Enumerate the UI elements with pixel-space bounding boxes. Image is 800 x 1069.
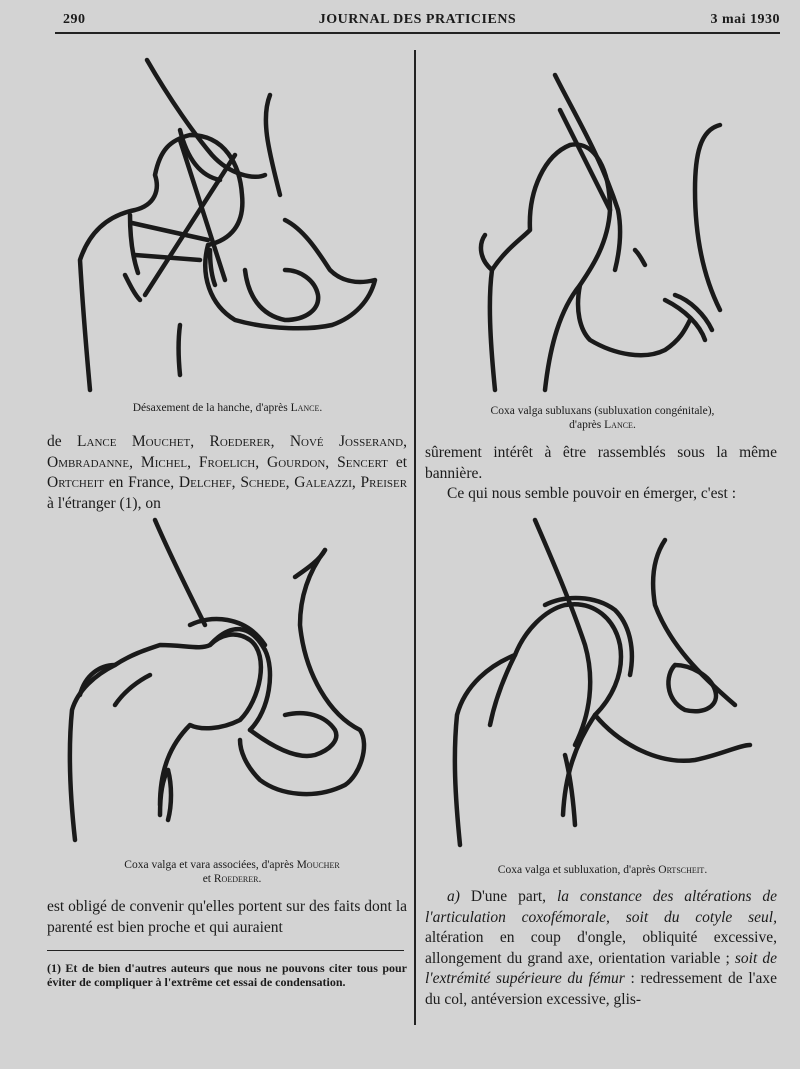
body-paragraph-constance: a) D'une part, la constance des altérations de l'articulation coxofémorale, soit du cotyle seul, altération en coup d'ongle, obliquité excessive, allongement du grand axe, orientation variable ; soit de l'extrémité supérieure du fémur : redressement de l'axe du col, antéversion excessive, glis-	[425, 888, 778, 1008]
footnote-rule	[47, 950, 404, 951]
body-paragraph-right-top	[425, 443, 777, 505]
figure-coxa-valga-vara	[60, 515, 390, 855]
header-rule	[55, 32, 780, 34]
page-header	[55, 12, 780, 34]
footnote: (1) Et de bien d'autres auteurs que nous ne pouvons citer tous pour éviter de compliquer à l'extrême cet essai de condensation.	[47, 961, 407, 989]
page-number: 290	[63, 12, 86, 27]
journal-title: JOURNAL DES PRATICIENS	[318, 12, 517, 27]
paragraph-banniere: sûrement intérêt à être rassemblés sous la même bannière.	[425, 444, 777, 482]
figure-caption-4: Coxa valga et subluxation, d'après Ortscheit.	[497, 864, 708, 876]
figure-coxa-valga-subluxation	[445, 515, 765, 855]
figure-caption-2: Coxa valga subluxans (subluxation congénitale), d'après Lance.	[490, 405, 715, 431]
paragraph-emerger: Ce qui nous semble pouvoir en émerger, c'est :	[447, 485, 736, 502]
figure-coxa-valga-subluxans	[450, 70, 740, 400]
figure-caption-3: Coxa valga et vara associées, d'après Moucher et Roederer.	[124, 859, 340, 885]
figure-caption-1: Désaxement de la hanche, d'après Lance.	[132, 402, 323, 414]
issue-date: 3 mai 1930	[710, 12, 780, 27]
body-paragraph-authors: de Lance Mouchet, Roederer, Nové Josserand, Ombradanne, Michel, Froelich, Gourdon, Sencert et Ortcheit en France, Delchef, Schede, Galeazzi, Preiser à l'étranger (1), on	[47, 433, 408, 512]
figure-hip-desaxement	[70, 55, 380, 395]
body-paragraph-parente: est obligé de convenir qu'elles portent sur des faits dont la parenté est bien proche et qui auraient	[47, 898, 407, 936]
